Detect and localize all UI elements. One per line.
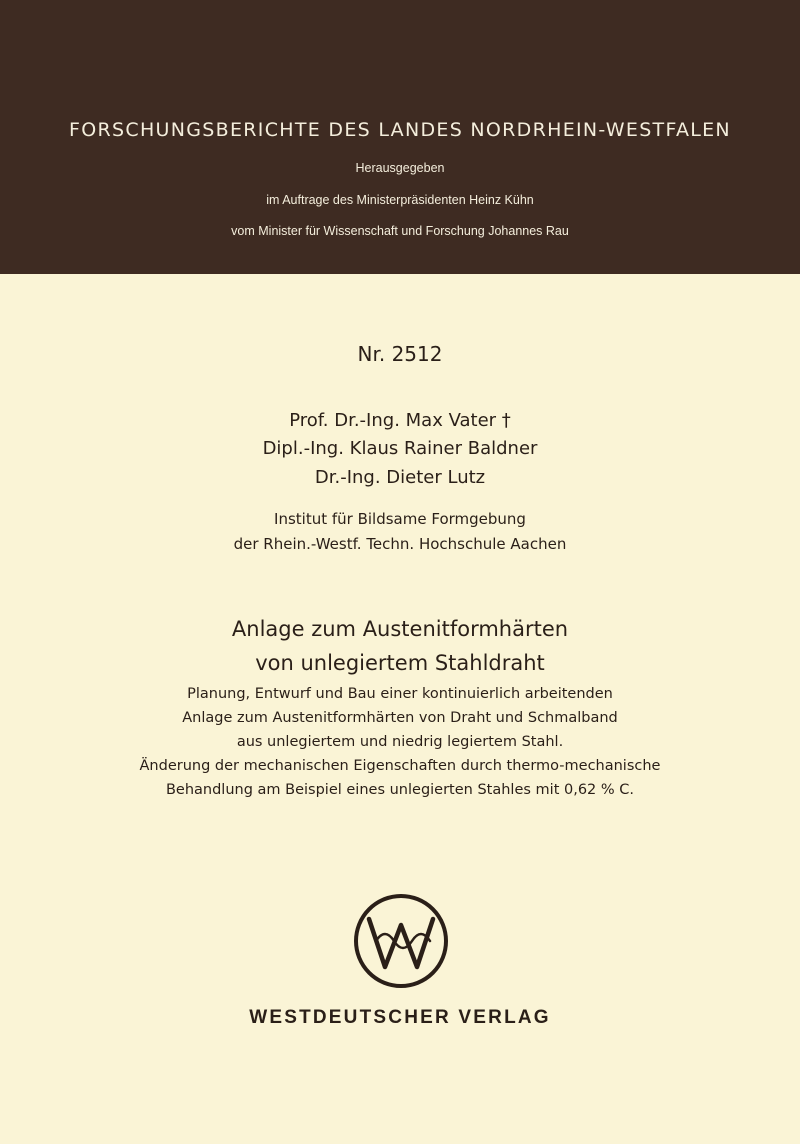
author-2: Dipl.-Ing. Klaus Rainer Baldner [262, 438, 538, 459]
publisher-name: WESTDEUTSCHER VERLAG [249, 1007, 551, 1028]
book-title-line-1: Anlage zum Austenitformhärten [231, 617, 569, 641]
subtitle-line-5: Behandlung am Beispiel eines unlegierten Stahles mit 0,62 % C. [165, 782, 635, 798]
subtitle-line-2: Anlage zum Austenitformhärten von Draht und Schmalband [182, 710, 618, 726]
editor-line-1: Herausgegeben [355, 161, 445, 175]
institute-line-2: der Rhein.-Westf. Techn. Hochschule Aachen [233, 535, 567, 553]
institute-line-1: Institut für Bildsame Formgebung [274, 510, 526, 528]
author-1: Prof. Dr.-Ing. Max Vater † [289, 410, 511, 431]
report-number: Nr. 2512 [357, 342, 443, 366]
subtitle-line-3: aus unlegiertem und niedrig legiertem Stahl. [236, 734, 564, 750]
subtitle-line-4: Änderung der mechanischen Eigenschaften durch thermo-mechanische [139, 758, 661, 774]
book-title-line-2: von unlegiertem Stahldraht [255, 651, 545, 675]
author-3: Dr.-Ing. Dieter Lutz [314, 467, 486, 488]
editor-line-3: vom Minister für Wissenschaft und Forschung Johannes Rau [231, 224, 569, 238]
publisher-logo-icon [351, 891, 451, 991]
series-title: FORSCHUNGSBERICHTE DES LANDES NORDRHEIN-WESTFALEN [69, 119, 731, 141]
subtitle-line-1: Planung, Entwurf und Bau einer kontinuierlich arbeitenden [187, 686, 613, 702]
header-band [0, 0, 800, 274]
editor-line-2: im Auftrage des Ministerpräsidenten Heinz Kühn [266, 193, 534, 207]
